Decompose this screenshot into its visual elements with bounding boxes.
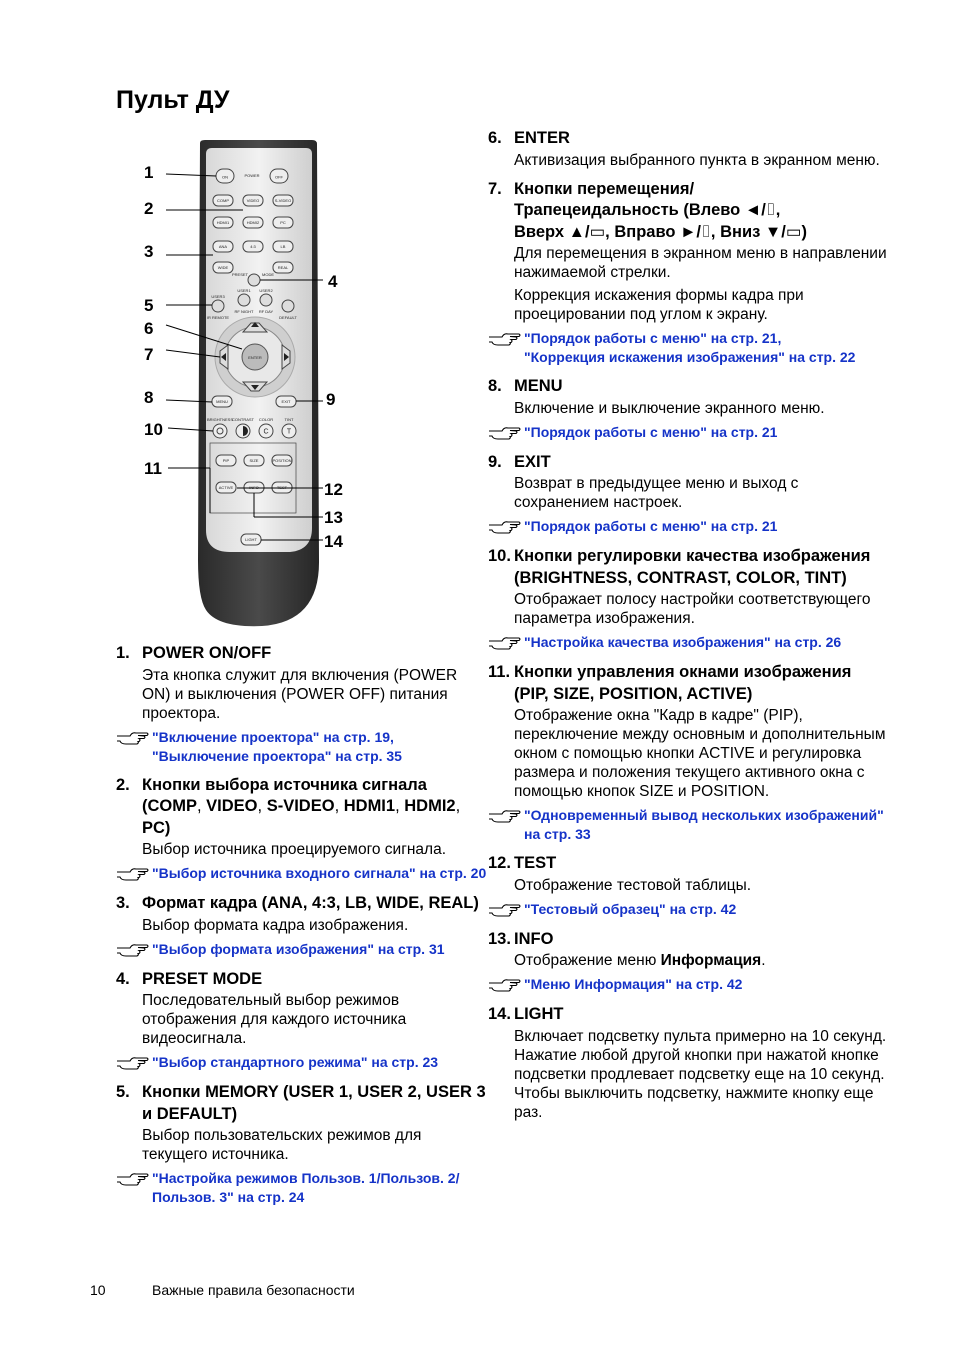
item-title: MENU (514, 377, 563, 395)
brightness-button (213, 424, 227, 438)
item-number: 6. (488, 129, 502, 147)
info-text: INFO (249, 485, 259, 490)
cross-reference (488, 633, 888, 653)
item-11 (488, 662, 888, 844)
user3-button (260, 294, 272, 306)
preset-text: PRESET (231, 272, 249, 277)
footer-section-title: Важные правила безопасности (152, 1282, 355, 1298)
ref-link[interactable]: "Выключение проектора" на стр. 35 (152, 747, 402, 764)
item-number: 13. (488, 929, 511, 948)
ref-link[interactable]: "Выбор формата изображения" на стр. 31 (152, 940, 445, 957)
item-number: 2. (116, 775, 130, 794)
on-text: ON (222, 174, 228, 180)
contrast-text: CONTRAST (232, 417, 254, 422)
item-10 (488, 546, 888, 653)
real-text: REAL (277, 265, 289, 270)
item-description: Отображение тестовой таблицы. (514, 876, 752, 894)
item-description: Эта кнопка служит для включения (POWER ON) и выключения (POWER OFF) питания проектора. (142, 666, 458, 722)
callout-5: 5 (144, 296, 154, 315)
hdmi1-text: HDMI1 (216, 220, 230, 225)
item-number: 1. (116, 644, 130, 662)
item-title: Кнопки управления окнами изображения (PIP, SIZE, POSITION, ACTIVE) (514, 663, 852, 703)
item-description: Для перемещения в экранном меню в направлении нажимаемой стрелки. (514, 245, 887, 281)
pointing-hand-icon (116, 940, 152, 960)
item-title: Кнопки перемещения/ Трапецеидальность (Влево ◄/⌷, Вверх ▲/▭, Вправо ►/⌷, Вниз ▼/▭) (514, 179, 807, 241)
ref-link[interactable]: "Порядок работы с меню" на стр. 21 (524, 423, 778, 440)
menu-text: MENU (216, 399, 228, 404)
pointing-hand-icon (488, 329, 524, 349)
item-number: 5. (116, 1083, 130, 1101)
cross-reference (488, 975, 888, 995)
pc-text: PC (280, 220, 286, 225)
left-column (116, 643, 488, 1216)
callout-11: 11 (144, 459, 162, 478)
item-number: 4. (116, 969, 130, 988)
cross-reference (488, 329, 888, 367)
color-c-text: C (263, 428, 269, 436)
callout-12: 12 (324, 480, 343, 499)
item-5 (116, 1082, 488, 1207)
user3-text: USER3 (211, 294, 225, 299)
item-8 (488, 376, 888, 443)
item-title: POWER ON/OFF (142, 644, 272, 662)
size-text: SIZE (249, 458, 259, 463)
remote-control-illustration (140, 140, 350, 630)
position-text: POSITION (272, 458, 292, 463)
user1-button (212, 300, 224, 312)
brightness-text: BRIGHTNESS (206, 417, 234, 422)
item-number: 12. (488, 854, 511, 872)
pointing-hand-icon (116, 728, 152, 748)
lb-text: LB (280, 244, 286, 249)
pip-text: PIP (222, 458, 230, 463)
user2-button (238, 294, 250, 306)
enter-text: ENTER (248, 355, 262, 360)
svideo-text: S-VIDEO (274, 198, 292, 203)
callout-10: 10 (144, 420, 163, 439)
item-title: EXIT (514, 452, 551, 471)
page-title: Пульт ДУ (116, 86, 230, 114)
cross-reference (488, 517, 888, 537)
item-description: Активизация выбранного пункта в экранном меню. (514, 151, 880, 169)
user2-top-text: USER2 (259, 288, 273, 293)
cross-reference (116, 728, 488, 766)
cross-reference (488, 900, 888, 920)
callout-14: 14 (324, 532, 343, 551)
item-12 (488, 853, 888, 920)
ana-text: ANA (218, 244, 228, 249)
rf-night-text: RF NIGHT (234, 309, 254, 314)
up-arrow-icon: ▲ (568, 222, 585, 241)
item-7 (488, 179, 888, 368)
item-number: 8. (488, 377, 502, 395)
callout-4: 4 (328, 272, 338, 291)
pointing-hand-icon (116, 864, 152, 884)
comp-text: COMP (217, 198, 229, 203)
pointing-hand-icon (488, 975, 524, 995)
cross-reference (116, 1053, 488, 1073)
color-text: COLOR (258, 417, 274, 422)
ref-link[interactable]: "Выбор источника входного сигнала" на стр. 20 (152, 865, 487, 881)
item-description: Выбор формата кадра изображения. (142, 916, 409, 934)
item-number: 11. (488, 663, 511, 681)
down-arrow-icon: ▼ (764, 222, 782, 241)
item-title: TEST (514, 854, 557, 872)
ref-link[interactable]: "Настройка режимов Пользов. 1/Пользов. 2/ Пользов. 3" на стр. 24 (152, 1170, 460, 1205)
ref-link[interactable]: "Коррекция искажения изображения" на стр. 22 (524, 349, 856, 365)
left-arrow-icon: ◄ (744, 201, 762, 219)
item-13 (488, 929, 888, 996)
active-text: ACTIVE (218, 485, 234, 490)
item-description: Последовательный выбор режимов отображения для каждого источника видеосигнала. (142, 992, 407, 1047)
item-title: INFO (514, 929, 554, 948)
page-number: 10 (90, 1282, 106, 1298)
default-text: DEFAULT (279, 315, 297, 320)
preset-mode-button (248, 274, 260, 286)
cross-reference (488, 423, 888, 443)
pointing-hand-icon (488, 517, 524, 537)
cross-reference (116, 864, 488, 884)
right-column (488, 128, 888, 1131)
item-title: Кнопки MEMORY (USER 1, USER 2, USER 3 и DEFAULT) (142, 1083, 486, 1123)
pointing-hand-icon (488, 423, 524, 443)
item-number: 3. (116, 894, 130, 912)
item-title: ENTER (514, 129, 570, 147)
item-4 (116, 969, 488, 1074)
item-3 (116, 893, 488, 960)
rf-day-text: RF DAY (258, 309, 274, 314)
user1-top-text: USER1 (237, 288, 251, 293)
cross-reference (116, 1169, 488, 1207)
off-text: OFF (275, 174, 283, 180)
video-text: VIDEO (246, 198, 260, 203)
item-description: Включает подсветку пульта примерно на 10 секунд. Нажатие любой другой кнопки при нажатой кнопке подсветки продлевает подсветку еще на 10 секунд. Чтобы выключить подсветку, нажмите кнопку еще раз. (514, 1027, 887, 1121)
pointing-hand-icon (116, 1053, 152, 1073)
item-number: 10. (488, 547, 511, 565)
ref-link[interactable]: "Тестовый образец" на стр. 42 (524, 900, 737, 917)
callout-13: 13 (324, 508, 343, 527)
callout-7: 7 (144, 345, 154, 364)
ir-remote-text: IR REMOTE (206, 315, 230, 320)
exit-text: EXIT (281, 399, 291, 404)
mode-text: MODE (262, 272, 274, 277)
item-title: LIGHT (514, 1005, 564, 1023)
item-number: 14. (488, 1005, 511, 1023)
item-1 (116, 643, 488, 766)
default-button (282, 300, 294, 312)
item-description: Отображение окна "Кадр в кадре" (PIP), переключение между основным и дополнительным окном с помощью кнопки ACTIVE и регулировка размера и положения текущего активного окна с помощью кнопок SIZE и POSITION. (514, 707, 886, 800)
item-description: Отображение меню Информация. (514, 952, 766, 969)
item-title: Кнопки регулировки качества изображения (BRIGHTNESS, CONTRAST, COLOR, TINT) (514, 547, 871, 587)
item-title: Кнопки выбора источника сигнала (COMP, VIDEO, S-VIDEO, HDMI1, HDMI2, PC) (142, 775, 461, 837)
item-description: Отображает полосу настройки соответствующего параметра изображения. (514, 591, 871, 627)
keystone-down-icon: ▭ (785, 222, 802, 241)
cross-reference (488, 806, 888, 844)
light-text: LIGHT (245, 537, 257, 542)
item-number: 7. (488, 179, 502, 198)
callout-2: 2 (144, 199, 154, 218)
keystone-left-icon: ⌷ (765, 201, 776, 219)
ref-link[interactable]: "Порядок работы с меню" на стр. 21, (524, 330, 782, 346)
ref-link[interactable]: "Включение проектора" на стр. 19, (152, 728, 394, 745)
item-description: Включение и выключение экранного меню. (514, 399, 825, 417)
ref-link[interactable]: "Порядок работы с меню" на стр. 21 (524, 518, 778, 534)
remote-power-text: POWER (244, 173, 260, 178)
item-description: Коррекция искажения формы кадра при проецировании под углом к экрану. (514, 287, 804, 323)
item-6 (488, 128, 888, 170)
tint-t-text: T (286, 428, 292, 436)
item-description: Выбор пользовательских режимов для текущего источника. (142, 1127, 422, 1163)
pointing-hand-icon (488, 806, 524, 826)
callout-3: 3 (144, 242, 154, 261)
cross-reference (116, 940, 488, 960)
wide-text: WIDE (217, 265, 229, 270)
item-number: 9. (488, 452, 502, 471)
ref-link[interactable]: "Настройка качества изображения" на стр. 26 (524, 634, 842, 650)
pointing-hand-icon (488, 633, 524, 653)
r43-text: 4:3 (250, 244, 256, 249)
pointing-hand-icon (116, 1169, 152, 1189)
item-14 (488, 1004, 888, 1122)
item-description: Выбор источника проецируемого сигнала. (142, 841, 447, 858)
item-title: PRESET MODE (142, 969, 263, 988)
item-9 (488, 452, 888, 538)
hdmi2-text: HDMI2 (246, 220, 260, 225)
test-text: TEST (276, 485, 288, 490)
keystone-up-icon: ▭ (589, 222, 606, 241)
ref-link[interactable]: "Меню Информация" на стр. 42 (524, 976, 743, 992)
callout-6: 6 (144, 319, 154, 338)
tint-text: TINT (284, 417, 294, 422)
keystone-right-icon: ⌷ (701, 222, 711, 241)
right-arrow-icon: ► (680, 222, 697, 241)
callout-8: 8 (144, 388, 154, 407)
item-description: Возврат в предыдущее меню и выход с сохранением настроек. (514, 475, 799, 511)
pointing-hand-icon (488, 900, 524, 920)
callout-1: 1 (144, 163, 154, 182)
ref-link[interactable]: "Одновременный вывод нескольких изображений" на стр. 33 (524, 807, 884, 842)
ref-link[interactable]: "Выбор стандартного режима" на стр. 23 (152, 1054, 439, 1070)
item-2 (116, 775, 488, 885)
item-title: Формат кадра (ANA, 4:3, LB, WIDE, REAL) (142, 894, 479, 912)
callout-9: 9 (326, 390, 336, 409)
